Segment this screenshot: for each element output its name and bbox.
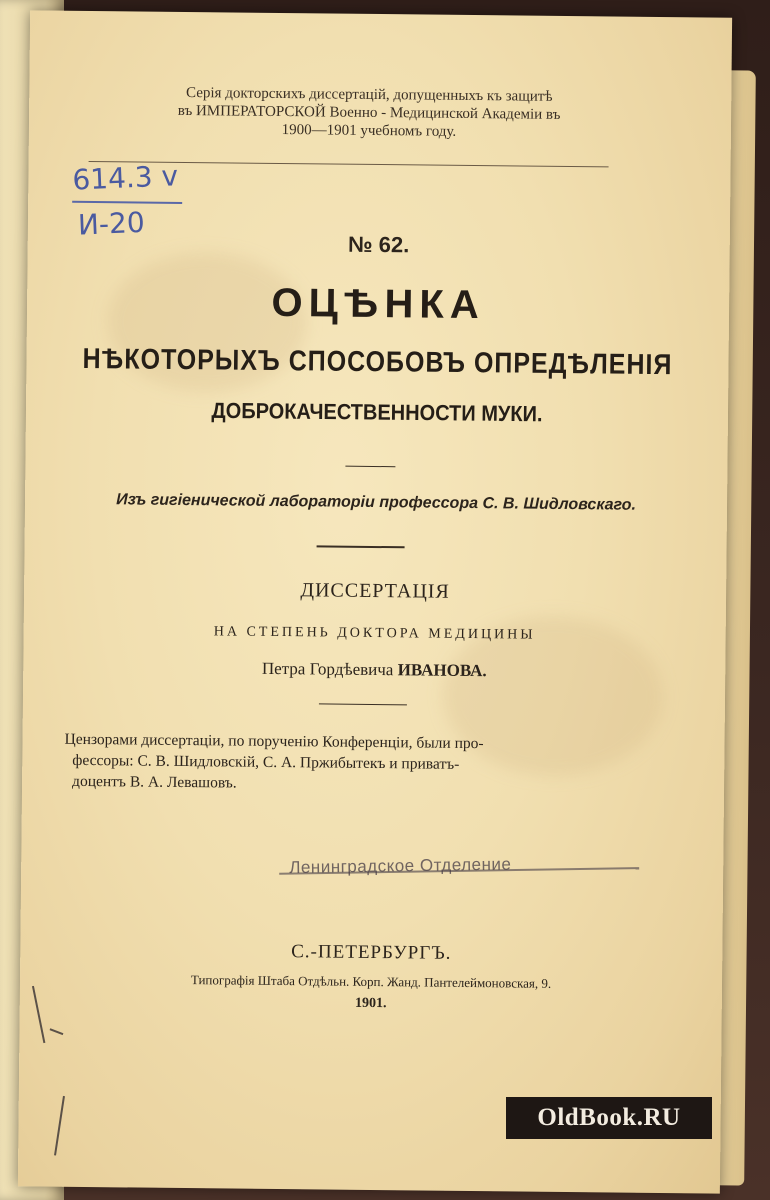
degree-line: НА СТЕПЕНЬ ДОКТОРА МЕДИЦИНЫ [213, 624, 536, 643]
handwritten-underline [72, 201, 182, 204]
title-subtitle-1: НѢКОТОРЫХЪ СПОСОБОВЪ ОПРЕДѢЛЕНІЯ [82, 342, 673, 382]
series-number: № 62. [347, 231, 410, 258]
pencil-mark [50, 1028, 64, 1035]
library-stamp: Ленинградское Отделение [289, 854, 512, 878]
short-divider [319, 703, 407, 705]
pencil-mark [54, 1096, 65, 1156]
imprint-city: С.-ПЕТЕРБУРГЪ. [291, 941, 452, 964]
author-surname: ИВАНОВА. [397, 660, 487, 681]
imprint-printer: Типографія Штаба Отдѣльн. Корп. Жанд. Пантелеймоновская, 9. [190, 972, 552, 991]
watermark-logo: OldBook.RU [506, 1097, 712, 1139]
title-main: ОЦѢНКА [271, 280, 485, 328]
laboratory-line: Изъ гигіенической лабораторіи профессора С. В. Шидловскаго. [116, 491, 637, 514]
censors-line: фессоры: С. В. Шидловскій, С. А. Пржибытекъ и приватъ- [72, 751, 460, 773]
short-divider [345, 466, 395, 468]
censors-line: доцентъ В. А. Левашовъ. [72, 772, 237, 792]
imprint-year: 1901. [354, 995, 387, 1012]
handwritten-shelfmark: И-20 [77, 205, 146, 242]
censors-line: Цензорами диссертаціи, по порученію Конференціи, были про- [64, 730, 484, 753]
title-page [18, 10, 732, 1193]
censors-paragraph [64, 729, 645, 798]
series-header [89, 83, 650, 143]
handwritten-shelfmark: 614.3 v [71, 159, 179, 197]
dissertation-heading: ДИССЕРТАЦІЯ [300, 579, 450, 603]
series-line: Серія докторскихъ диссертацій, допущенныхъ къ защитѣ [185, 84, 553, 105]
title-subtitle-2: ДОБРОКАЧЕСТВЕННОСТИ МУКИ. [211, 399, 543, 427]
author-name: Петра Гордѣевича [261, 658, 394, 680]
bold-divider [317, 545, 405, 548]
series-line: въ ИМПЕРАТОРСКОЙ Военно - Медицинской Академіи въ [177, 102, 561, 123]
series-line: 1900—1901 учебномъ году. [281, 121, 457, 140]
